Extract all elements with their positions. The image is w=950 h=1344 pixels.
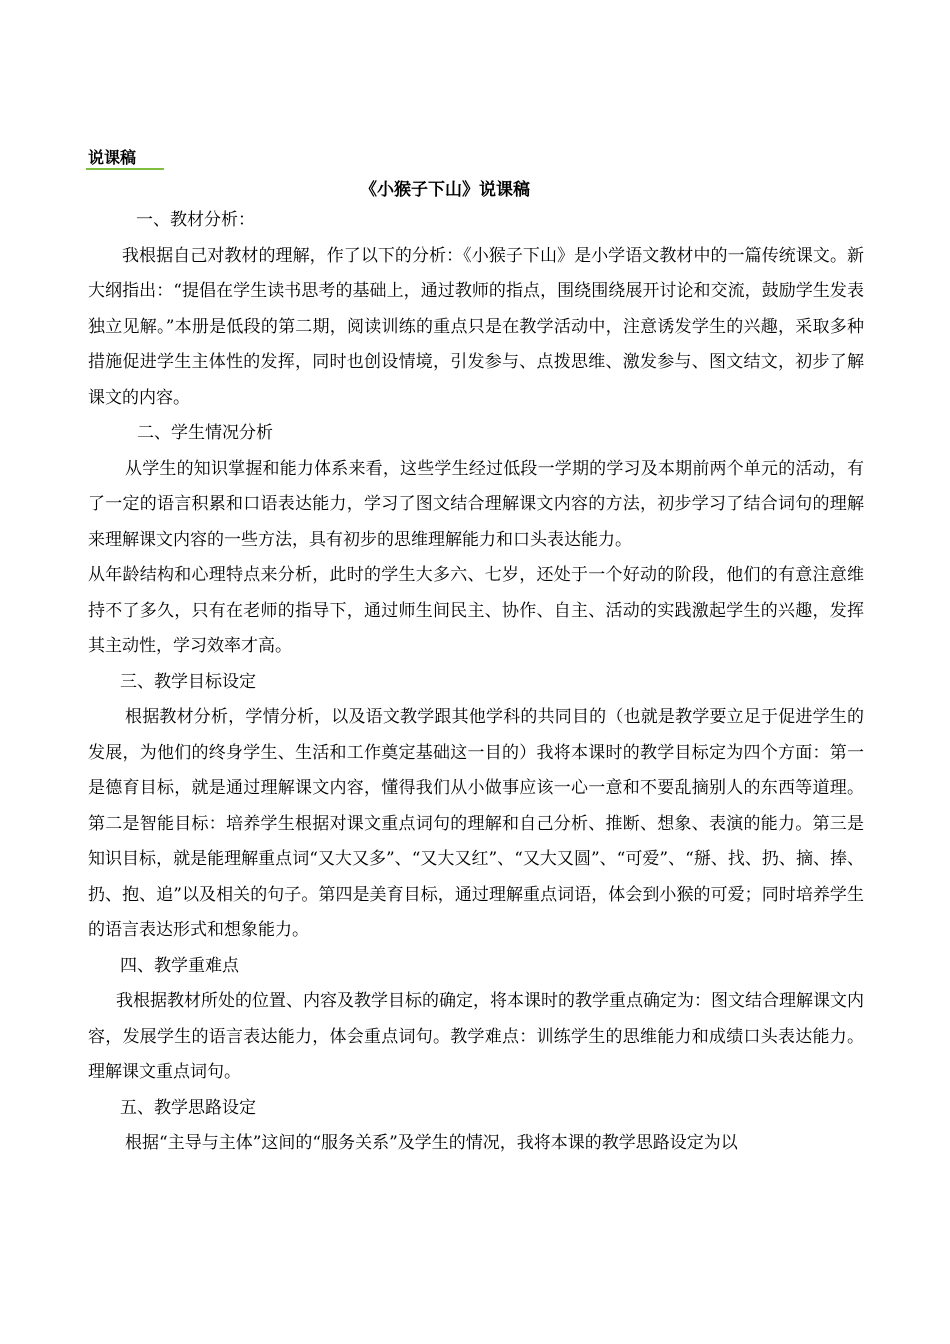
- paragraph-teaching-approach: 根据“主导与主体”这间的“服务关系”及学生的情况，我将本课的教学思路设定为以: [125, 1133, 738, 1153]
- paragraph-key-difficulties: 我根据教材所处的位置、内容及教学目标的确定，将本课时的教学重点确定为：图文结合理解课文内容，发展学生的语言表达能力，体会重点词句。教学难点：训练学生的思维能力和成绩口头表达能力。理解课文重点词句。: [88, 991, 864, 1082]
- paragraph-textbook-analysis: 我根据自己对教材的理解，作了以下的分析：《小猴子下山》是小学语文教材中的一篇传统课文。新大纲指出：“提倡在学生读书思考的基础上，通过教师的指点，围绕围绕展开讨论和交流，鼓励学生发表独立见解。”本册是低段的第二期，阅读训练的重点只是在教学活动中，注意诱发学生的兴趣，采取多种措施促进学生主体性的发挥，同时也创设情境，引发参与、点拨思维、激发参与、图文结文，初步了解课文的内容。: [88, 245, 864, 408]
- section-heading-3: 三、教学目标设定: [120, 671, 256, 692]
- header-underline: [86, 168, 164, 170]
- paragraph-student-knowledge: 从学生的知识掌握和能力体系来看，这些学生经过低段一学期的学习及本期前两个单元的活动，有了一定的语言积累和口语表达能力，学习了图文结合理解课文内容的方法，初步学习了结合词句的理解来理解课文内容的一些方法，具有初步的思维理解能力和口头表达能力。: [88, 458, 864, 550]
- document-title: 《小猴子下山》说课稿: [360, 180, 530, 200]
- section-heading-2: 二、学生情况分析: [137, 423, 273, 443]
- paragraph-student-age: 从年龄结构和心理特点来分析，此时的学生大多六、七岁，还处于一个好动的阶段，他们的有意注意维持不了多久，只有在老师的指导下，通过师生间民主、协作、自主、活动的实践激起学生的兴趣，发挥其主动性，学习效率才高。: [88, 565, 864, 656]
- header-label: 说课稿: [88, 148, 137, 167]
- section-heading-4: 四、教学重难点: [120, 955, 239, 976]
- document-body: [88, 203, 864, 1162]
- section-heading-5: 五、教学思路设定: [120, 1097, 256, 1118]
- section-heading-1: 一、教材分析：: [136, 210, 255, 230]
- paragraph-teaching-goals: 根据教材分析，学情分析，以及语文教学跟其他学科的共同目的（也就是教学要立足于促进学生的发展，为他们的终身学生、生活和工作奠定基础这一目的）我将本课时的教学目标定为四个方面：第一是德育目标，就是通过理解课文内容，懂得我们从小做事应该一心一意和不要乱摘别人的东西等道理。第二是智能目标：培养学生根据对课文重点词句的理解和自己分析、推断、想象、表演的能力。第三是知识目标，就是能理解重点词“又大又多”、“又大又红”、“又大又圆”、“可爱”、“掰、找、扔、摘、捧、扔、抱、追”以及相关的句子。第四是美育目标，通过理解重点词语，体会到小猴的可爱；同时培养学生的语言表达形式和想象能力。: [88, 707, 864, 940]
